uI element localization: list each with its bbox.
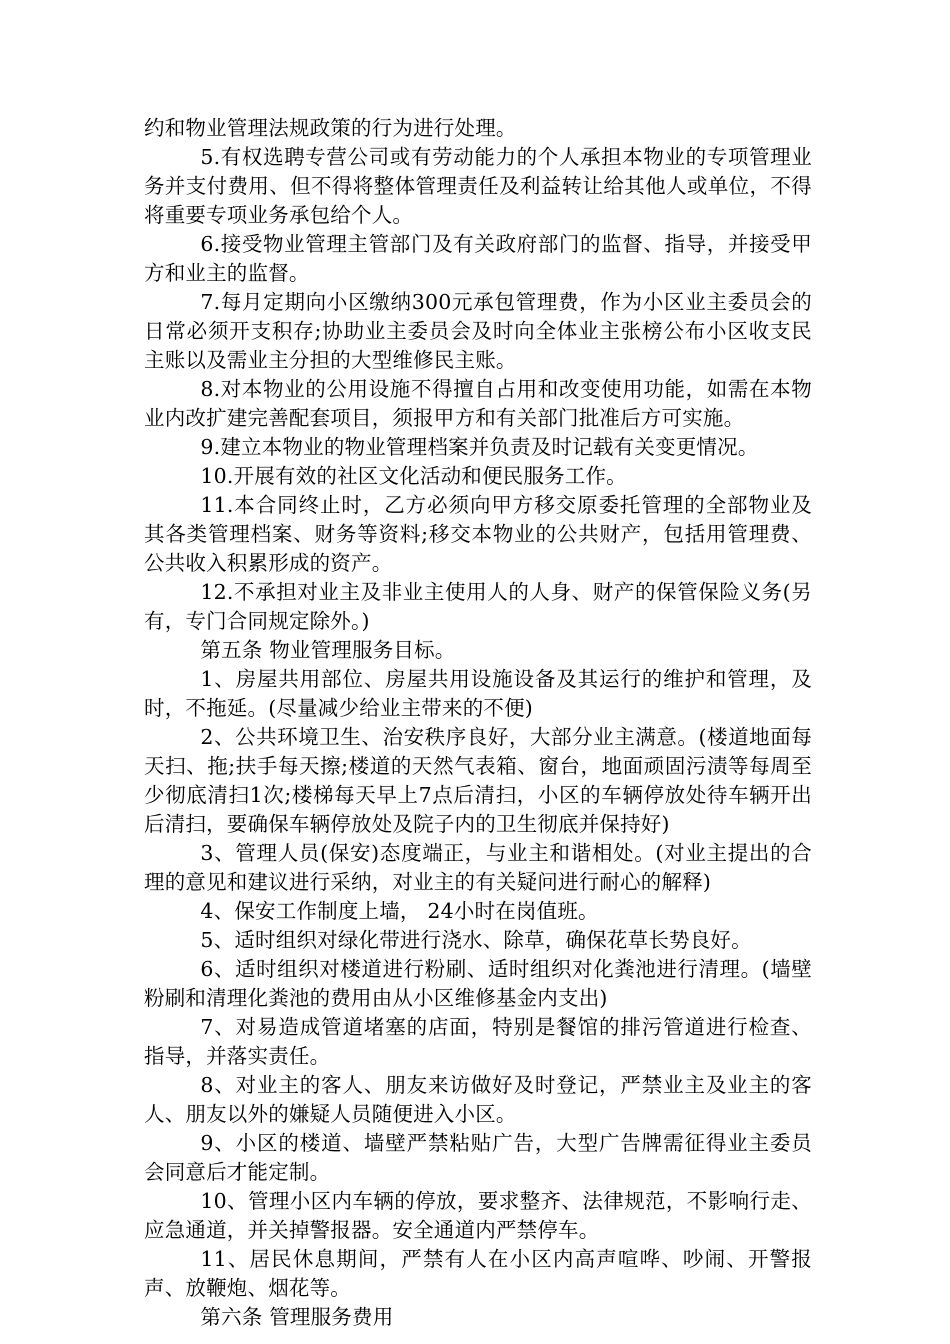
- goal-item-6: 6、适时组织对楼道进行粉刷、适时组织对化粪池进行清理。(墙壁粉刷和清理化粪池的费用由从小区维修基金内支出): [144, 957, 812, 1010]
- document-page: [144, 114, 812, 1332]
- goal-item-11: 11、居民休息期间，严禁有人在小区内高声喧哗、吵闹、开警报声、放鞭炮、烟花等。: [144, 1247, 812, 1300]
- goal-item-4: 4、保安工作制度上墙， 24小时在岗值班。: [200, 899, 599, 923]
- goal-item-7: 7、对易造成管道堵塞的店面，特别是餐馆的排污管道进行检查、指导，并落实责任。: [144, 1015, 812, 1068]
- section-heading-article-5: 第五条 物业管理服务目标。: [200, 638, 456, 662]
- goal-item-5: 5、适时组织对绿化带进行浇水、除草，确保花草长势良好。: [200, 928, 752, 952]
- paragraph-item-10: 10.开展有效的社区文化活动和便民服务工作。: [200, 464, 627, 488]
- paragraph-item-6: 6.接受物业管理主管部门及有关政府部门的监督、指导，并接受甲方和业主的监督。: [144, 232, 812, 285]
- goal-item-3: 3、管理人员(保安)态度端正，与业主和谐相处。(对业主提出的合理的意见和建议进行采纳，对业主的有关疑问进行耐心的解释): [144, 841, 812, 894]
- paragraph-item-9: 9.建立本物业的物业管理档案并负责及时记载有关变更情况。: [200, 435, 759, 459]
- goal-item-1: 1、房屋共用部位、房屋共用设施设备及其运行的维护和管理，及时，不拖延。(尽量减少给业主带来的不便): [144, 667, 812, 720]
- goal-item-10: 10、管理小区内车辆的停放，要求整齐、法律规范，不影响行走、应急通道，并关掉警报器。安全通道内严禁停车。: [144, 1189, 812, 1242]
- paragraph-item-5: 5.有权选聘专营公司或有劳动能力的个人承担本物业的专项管理业务并支付费用、但不得将整体管理责任及利益转让给其他人或单位，不得将重要专项业务承包给个人。: [144, 145, 812, 227]
- paragraph-item-12: 12.不承担对业主及非业主使用人的人身、财产的保管保险义务(另有，专门合同规定除外。): [144, 580, 812, 633]
- section-heading-article-6: 第六条 管理服务费用: [200, 1305, 394, 1329]
- goal-item-8: 8、对业主的客人、朋友来访做好及时登记，严禁业主及业主的客人、朋友以外的嫌疑人员随便进入小区。: [144, 1073, 812, 1126]
- paragraph-item-11: 11.本合同终止时，乙方必须向甲方移交原委托管理的全部物业及其各类管理档案、财务等资料;移交本物业的公共财产，包括用管理费、公共收入积累形成的资产。: [144, 493, 812, 575]
- goal-item-2: 2、公共环境卫生、治安秩序良好，大部分业主满意。(楼道地面每天扫、拖;扶手每天擦;楼道的天然气表箱、窗台，地面顽固污渍等每周至少彻底清扫1次;楼梯每天早上7点后清扫，小区的车辆停放处待车辆开出后清扫，要确保车辆停放处及院子内的卫生彻底并保持好): [144, 725, 812, 836]
- paragraph-item-8: 8.对本物业的公用设施不得擅自占用和改变使用功能，如需在本物业内改扩建完善配套项目，须报甲方和有关部门批准后方可实施。: [144, 377, 812, 430]
- paragraph-continuation: 约和物业管理法规政策的行为进行处理。: [144, 116, 517, 140]
- goal-item-9: 9、小区的楼道、墙壁严禁粘贴广告，大型广告牌需征得业主委员会同意后才能定制。: [144, 1131, 812, 1184]
- paragraph-item-7: 7.每月定期向小区缴纳300元承包管理费，作为小区业主委员会的日常必须开支积存;协助业主委员会及时向全体业主张榜公布小区收支民主账以及需业主分担的大型维修民主账。: [144, 290, 812, 372]
